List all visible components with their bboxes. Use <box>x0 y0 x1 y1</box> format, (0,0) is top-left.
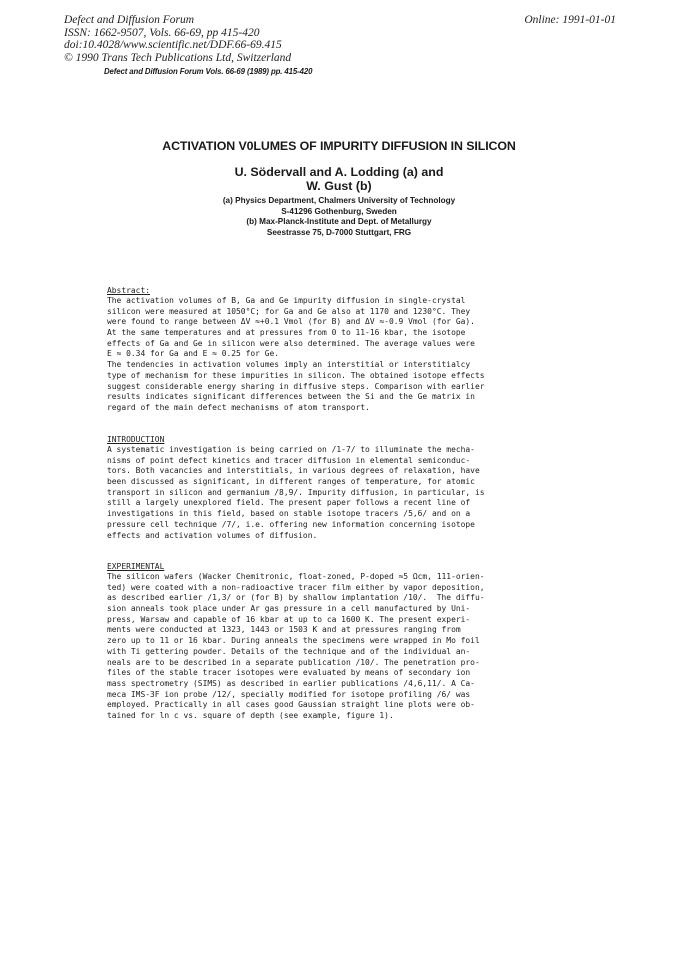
introduction-text <box>107 445 575 541</box>
text-line: zero up to 11 or 16 kbar. During anneals the specimens were wrapped in Mo foil <box>107 636 480 646</box>
text-line: employed. Practically in all cases good Gaussian straight line plots were ob- <box>107 700 475 710</box>
text-line: transport in silicon and germanium /8,9/. Impurity diffusion, in particular, is <box>107 487 485 497</box>
journal-reference: Defect and Diffusion Forum Vols. 66-69 (1989) pp. 415-420 <box>104 67 313 76</box>
text-line: ted) were coated with a non-radioactive tracer film either by vapor deposition, <box>107 582 485 592</box>
text-line: investigations in this field, based on stable isotope tracers /5,6/ and on a <box>107 509 471 519</box>
text-line: pressure cell technique /7/, i.e. offering new information concerning isotope <box>107 519 475 529</box>
author-line: U. Södervall and A. Lodding (a) and <box>234 165 444 179</box>
text-line: mass spectrometry (SIMS) as described in earlier publications /4,6,11/. A Ca- <box>107 678 475 688</box>
text-line: sion anneals took place under Ar gas pressure in a cell manufactured by Uni- <box>107 604 471 614</box>
doi-line: doi:10.4028/www.scientific.net/DDF.66-69.415 <box>64 39 282 52</box>
text-line: effects of Ga and Ge in silicon were also determined. The average values were <box>107 338 475 348</box>
text-line: meca IMS-3F ion probe /12/, specially modified for isotope profiling /6/ was <box>107 689 471 699</box>
text-line: were found to range between ΔV ≈+0.1 Vmol (for B) and ΔV ≈-0.9 Vmol (for Ga). <box>107 317 475 327</box>
text-line: E ≈ 0.34 for Ga and E ≈ 0.25 for Ge. <box>107 349 280 359</box>
abstract-text <box>107 296 575 414</box>
text-line: as described earlier /1,3/ or (for B) by shallow implantation /10/. The diffu- <box>107 593 485 603</box>
journal-name: Defect and Diffusion Forum <box>64 14 194 26</box>
affiliation-line: (b) Max-Planck-Institute and Dept. of Metallurgy <box>246 217 432 227</box>
experimental-section <box>107 561 575 722</box>
text-line: suggest considerable energy sharing in diffusive steps. Comparison with earlier <box>107 381 485 391</box>
section-heading: INTRODUCTION <box>107 435 165 444</box>
paper-title: ACTIVATION V0LUMES OF IMPURITY DIFFUSION IN SILICON <box>162 139 516 153</box>
text-line: The tendencies in activation volumes imply an interstitial or interstitialcy <box>107 360 471 370</box>
text-line: tors. Both vacancies and interstitials, in various degrees of relaxation, have <box>107 466 480 476</box>
text-line: effects and activation volumes of diffusion. <box>107 530 318 540</box>
text-line: At the same temperatures and at pressures from 0 to 11-16 kbar, the isotope <box>107 328 466 338</box>
text-line: neals are to be described in a separate publication /10/. The penetration pro- <box>107 657 480 667</box>
citation-header <box>64 14 291 64</box>
text-line: with Ti gettering powder. Details of the technique and of the individual an- <box>107 646 471 656</box>
text-line: press, Warsaw and capable of 16 kbar at up to ca 1600 K. The present experi- <box>107 614 471 624</box>
affiliation-line: (a) Physics Department, Chalmers University of Technology <box>222 196 456 205</box>
issn-line: ISSN: 1662-9507, Vols. 66-69, pp 415-420 <box>64 26 260 39</box>
text-line: type of mechanism for these impurities in silicon. The obtained isotope effects <box>107 370 485 380</box>
author-block <box>0 165 678 193</box>
text-line: The silicon wafers (Wacker Chemitronic, float-zoned, P-doped ≈5 Ωcm, 111-orien- <box>107 572 485 581</box>
text-line: A systematic investigation is being carried on /1-7/ to illuminate the mecha- <box>107 445 475 454</box>
experimental-text <box>107 572 575 722</box>
online-date: Online: 1991-01-01 <box>524 14 616 26</box>
text-line: files of the stable tracer isotopes were evaluated by means of secondary ion <box>107 668 471 678</box>
text-line: nisms of point defect kinetics and tracer diffusion in elemental semiconduc- <box>107 455 471 465</box>
text-line: tained for ln c vs. square of depth (see example, figure 1). <box>107 710 394 720</box>
text-line: silicon were measured at 1050°C; for Ga and Ge also at 1170 and 1230°C. They <box>107 306 471 316</box>
section-heading: Abstract: <box>107 286 151 295</box>
text-line: been discussed as significant, in different ranges of temperature, for atomic <box>107 477 475 487</box>
affiliation-line: S-41296 Gothenburg, Sweden <box>281 206 397 216</box>
text-line: ments were conducted at 1323, 1443 or 1503 K and at pressures ranging from <box>107 625 461 635</box>
text-line: The activation volumes of B, Ga and Ge impurity diffusion in single-crystal <box>107 296 466 305</box>
affiliation-block <box>0 196 678 238</box>
affiliation-line: Seestrasse 75, D-7000 Stuttgart, FRG <box>266 227 412 237</box>
author-line: W. Gust (b) <box>306 179 372 193</box>
text-line: still a largely unexplored field. The present paper follows a recent line of <box>107 498 471 508</box>
introduction-section <box>107 434 575 541</box>
abstract-section <box>107 285 575 414</box>
copyright-line: © 1990 Trans Tech Publications Ltd, Switzerland <box>64 51 292 64</box>
text-line: results indicates significant differences between the Si and the Ge matrix in <box>107 392 475 402</box>
text-line: regard of the main defect mechanisms of atom transport. <box>107 402 370 412</box>
section-heading: EXPERIMENTAL <box>107 562 165 571</box>
